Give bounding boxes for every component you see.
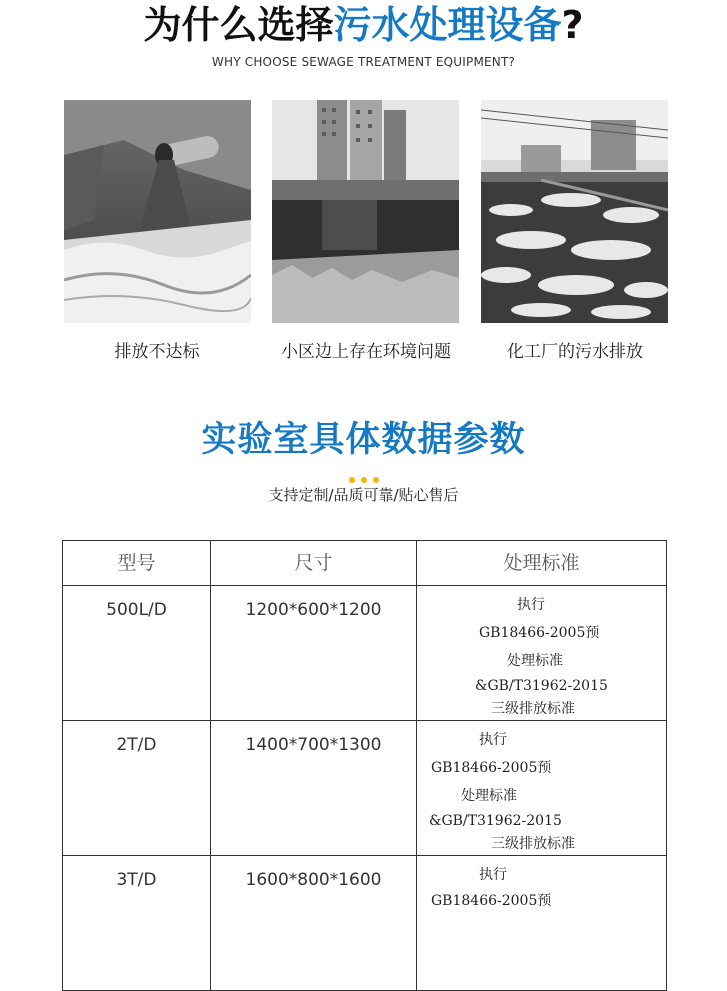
residential-pond-image bbox=[272, 100, 459, 323]
std-line: &GB/T31962-2015 bbox=[429, 813, 562, 829]
table-row bbox=[63, 586, 666, 721]
cell-model: 3T/D bbox=[63, 856, 211, 990]
title-suffix: ? bbox=[561, 3, 584, 47]
std-line: 执行 bbox=[517, 597, 545, 613]
std-line: 处理标准 bbox=[507, 653, 563, 669]
std-line: 三级排放标准 bbox=[491, 701, 575, 717]
std-line: GB18466-2005预 bbox=[479, 625, 600, 641]
std-line: &GB/T31962-2015 bbox=[475, 678, 608, 694]
std-line: GB18466-2005预 bbox=[431, 893, 552, 909]
title-prefix: 为什么选择 bbox=[143, 3, 334, 47]
section-title: 实验室具体数据参数 bbox=[201, 420, 526, 460]
title-highlight: 污水处理设备 bbox=[333, 3, 562, 47]
std-line: 处理标准 bbox=[461, 788, 517, 804]
table-header-row bbox=[63, 541, 666, 586]
header-size: 尺寸 bbox=[211, 541, 417, 585]
header-model: 型号 bbox=[63, 541, 211, 585]
cell-model: 2T/D bbox=[63, 721, 211, 855]
table-row bbox=[63, 856, 666, 991]
table-row bbox=[63, 721, 666, 856]
cell-size: 1200*600*1200 bbox=[211, 586, 417, 720]
section-subtitle: 支持定制/品质可靠/贴心售后 bbox=[268, 486, 459, 504]
spec-table bbox=[62, 540, 667, 991]
sewage-outlet-image bbox=[64, 100, 251, 323]
std-line: GB18466-2005预 bbox=[431, 760, 552, 776]
treatment-tank-image bbox=[481, 100, 668, 323]
cell-standard bbox=[417, 856, 666, 990]
page-subtitle: WHY CHOOSE SEWAGE TREATMENT EQUIPMENT? bbox=[211, 55, 516, 69]
cell-standard bbox=[417, 721, 666, 855]
header-standard: 处理标准 bbox=[503, 552, 580, 574]
cell-size: 1400*700*1300 bbox=[211, 721, 417, 855]
photo-caption-1: 排放不达标 bbox=[114, 342, 200, 362]
photo-caption-2: 小区边上存在环境问题 bbox=[281, 342, 451, 362]
cell-standard bbox=[417, 586, 666, 720]
std-line: 三级排放标准 bbox=[491, 836, 575, 852]
page-title bbox=[0, 0, 727, 50]
cell-model: 500L/D bbox=[63, 586, 211, 720]
std-line: 执行 bbox=[479, 732, 507, 748]
photo-caption-3: 化工厂的污水排放 bbox=[507, 342, 643, 362]
std-line: 执行 bbox=[479, 867, 507, 883]
cell-size: 1600*800*1600 bbox=[211, 856, 417, 990]
